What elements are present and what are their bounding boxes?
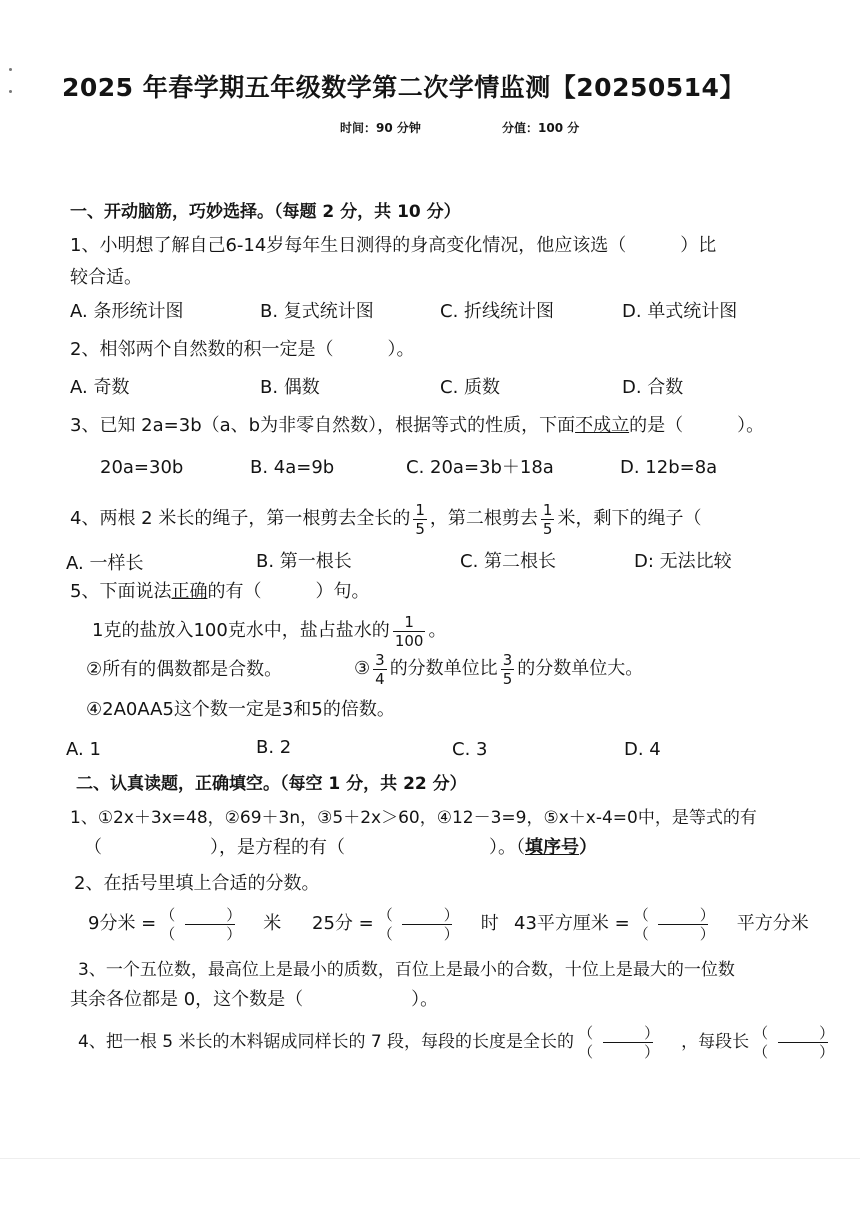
q3-text-b: 的是（ ）。 — [629, 415, 765, 436]
s2-q4-text — [78, 1018, 856, 1066]
blank-numerator: （ ） — [753, 1023, 853, 1042]
q4-option-a: A. 一样长 — [66, 553, 144, 574]
s2-q2-items — [88, 900, 281, 948]
section1-heading: 一、开动脑筋，巧妙选择。（每题 2 分，共 10 分） — [70, 202, 461, 222]
q4-frac2-numerator: 1 — [542, 500, 553, 519]
s2-q1-line2-b: ） — [579, 837, 597, 858]
q5-item3-a: ③ — [354, 658, 371, 679]
blank-fraction[interactable] — [378, 906, 477, 943]
exam-time: 时间：90 分钟 — [340, 121, 421, 135]
q5-item3-c: 的分数单位大。 — [517, 658, 644, 679]
q3-option-a: 20a=30b — [100, 457, 184, 478]
q5-item1-b: 。 — [428, 620, 447, 641]
q4-fraction-1 — [413, 501, 427, 538]
q5-option-b: B. 2 — [256, 737, 292, 758]
q3-text-a: 3、已知 2a=3b（a、b为非零自然数），根据等式的性质，下面 — [70, 415, 576, 436]
q5-option-a: A. 1 — [66, 739, 101, 760]
q4-text — [70, 498, 701, 540]
q5-text-a: 5、下面说法 — [70, 581, 172, 602]
q4-text-b: ，第二根剪去 — [429, 508, 538, 529]
blank-numerator: （ ） — [578, 1023, 678, 1042]
q3-option-b: B. 4a=9b — [250, 457, 335, 478]
q3-option-d: D. 12b=8a — [620, 457, 718, 478]
s2-q2-item3-b: 平方分米 — [736, 913, 809, 934]
s2-q2-item2 — [312, 900, 499, 948]
blank-fraction[interactable] — [160, 906, 259, 943]
s2-q2-item3 — [514, 900, 809, 948]
s2-q4-text-b: ，每段长 — [681, 1032, 750, 1052]
s2-q2-item1-a: 9分米 = — [88, 913, 157, 934]
q1-option-a: A. 条形统计图 — [70, 301, 184, 322]
q1-line2: 较合适。 — [70, 267, 142, 288]
q5-item3-denominator-1: 4 — [375, 669, 385, 688]
q5-item1-numerator: 1 — [404, 612, 414, 631]
q5-item1-a: 1克的盐放入100克水中，盐占盐水的 — [92, 620, 390, 641]
s2-q2-item1-b: 米 — [263, 913, 282, 934]
blank-fraction[interactable] — [753, 1024, 852, 1061]
blank-numerator: （ ） — [377, 905, 477, 924]
s2-q3-line1: 3、一个五位数，最高位上是最小的质数，百位上是最小的合数，十位上是最大的一位数 — [78, 960, 735, 980]
q4-frac2-denominator: 5 — [542, 519, 553, 538]
s2-q1-line1: 1、①2x＋3x=48，②69＋3n，③5＋2x＞60，④12－3=9，⑤x＋x-4=0中，是等式的有 — [70, 808, 757, 828]
q5-item1 — [92, 610, 446, 652]
exam-score: 分值：100 分 — [502, 121, 580, 135]
q1-option-b: B. 复式统计图 — [260, 301, 374, 322]
s2-q2-item2-a: 25分 = — [312, 913, 374, 934]
q5-item1-denominator: 100 — [394, 631, 424, 650]
q4-frac1-denominator: 5 — [415, 519, 425, 538]
exam-title: 2025 年春学期五年级数学第二次学情监测【20250514】 — [62, 73, 745, 102]
blank-denominator: （ ） — [377, 924, 477, 943]
q5-item3-b: 的分数单位比 — [389, 658, 498, 679]
q2-option-b: B. 偶数 — [260, 377, 320, 398]
s2-q1-underlined: 填序号 — [525, 837, 579, 858]
q5-option-d: D. 4 — [624, 739, 661, 760]
blank-numerator: （ ） — [633, 905, 733, 924]
q3-text — [70, 414, 764, 438]
blank-denominator: （ ） — [578, 1042, 678, 1061]
q5-option-c: C. 3 — [452, 739, 488, 760]
blank-fraction[interactable] — [634, 906, 733, 943]
blank-fraction[interactable] — [578, 1024, 677, 1061]
q5-text — [70, 580, 369, 604]
q5-item3 — [354, 648, 643, 690]
q5-text-b: 的有（ ）句。 — [207, 581, 370, 602]
q5-item2: ②所有的偶数都是合数。 — [86, 659, 283, 680]
s2-q2-text: 2、在括号里填上合适的分数。 — [74, 873, 320, 894]
q4-text-a: 4、两根 2 米长的绳子，第一根剪去全长的 — [70, 508, 411, 529]
q5-item3-fraction-2 — [501, 651, 515, 688]
q1-option-c: C. 折线统计图 — [440, 301, 555, 322]
page-edge-line — [0, 1158, 860, 1159]
q3-option-c: C. 20a=3b＋18a — [406, 457, 554, 478]
q5-item3-numerator-1: 3 — [375, 650, 385, 669]
s2-q2-item3-a: 43平方厘米 = — [514, 913, 630, 934]
q5-item3-fraction-1 — [373, 651, 387, 688]
blank-denominator: （ ） — [753, 1042, 853, 1061]
q2-option-d: D. 合数 — [622, 377, 684, 398]
scan-speck — [9, 90, 12, 93]
q5-text-underlined: 正确 — [171, 581, 208, 602]
scan-speck — [9, 68, 12, 71]
q5-item3-numerator-2: 3 — [502, 650, 513, 669]
q2-option-a: A. 奇数 — [70, 377, 130, 398]
s2-q2-item2-b: 时 — [480, 913, 499, 934]
q4-fraction-2 — [541, 501, 555, 538]
s2-q3-line2: 其余各位都是 0，这个数是（ ）。 — [70, 989, 439, 1010]
s2-q1-line2 — [84, 836, 597, 860]
q1-line1: 1、小明想了解自己6-14岁每年生日测得的身高变化情况，他应该选（ ）比 — [70, 235, 717, 256]
s2-q1-line2-a: （ ），是方程的有（ ）。（ — [84, 837, 525, 858]
q5-item3-denominator-2: 5 — [502, 669, 513, 688]
q1-option-d: D. 单式统计图 — [622, 301, 738, 322]
q3-text-underlined: 不成立 — [575, 415, 630, 436]
q2-option-c: C. 质数 — [440, 377, 501, 398]
q4-option-d: D: 无法比较 — [634, 551, 732, 572]
q2-text: 2、相邻两个自然数的积一定是（ ）。 — [70, 339, 415, 360]
q5-item4: ④2A0AA5这个数一定是3和5的倍数。 — [86, 699, 395, 720]
blank-denominator: （ ） — [160, 924, 260, 943]
q4-text-c: 米，剩下的绳子（ — [557, 508, 702, 529]
q4-option-c: C. 第二根长 — [460, 551, 557, 572]
q4-option-b: B. 第一根长 — [256, 551, 352, 572]
s2-q4-text-a: 4、把一根 5 米长的木料锯成同样长的 7 段，每段的长度是全长的 — [78, 1032, 575, 1052]
blank-numerator: （ ） — [160, 905, 260, 924]
section2-heading: 二、认真读题，正确填空。（每空 1 分，共 22 分） — [76, 774, 467, 794]
q4-frac1-numerator: 1 — [415, 500, 425, 519]
blank-denominator: （ ） — [633, 924, 733, 943]
q5-item1-fraction — [393, 613, 426, 650]
